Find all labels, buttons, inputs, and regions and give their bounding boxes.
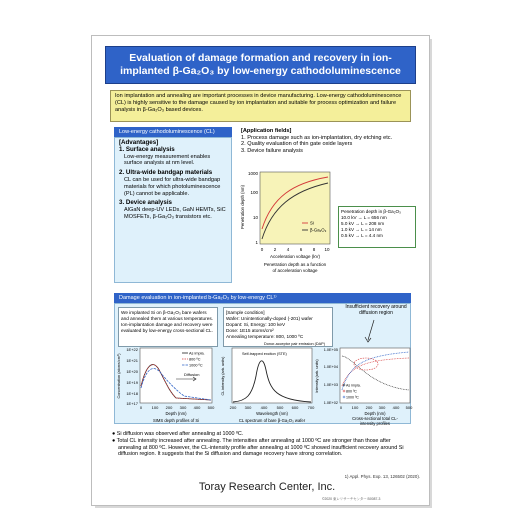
section-header-damage: Damage evaluation in ion-implanted b-Ga₂O₃ by low-energy CL¹⁾ bbox=[114, 293, 411, 303]
spectrum-ylabel: CL intensity (arb. units) bbox=[221, 356, 225, 396]
reference: 1) Appl. Phys. Exp. 13, 126502 (2020). bbox=[344, 474, 420, 479]
advantage-title: 3. Device analysis bbox=[119, 199, 172, 207]
spectrum-dap-label: Donor-acceptor pair emission (DAP) bbox=[264, 342, 325, 346]
insufficient-recovery-note: Insufficient recovery around diffusion region bbox=[345, 304, 407, 316]
profile-xtick: 400 bbox=[392, 405, 400, 410]
applications-heading: [Application fields] bbox=[241, 128, 292, 134]
penbox-row: 5.0 kV → L = 208 nm bbox=[341, 221, 385, 226]
spectrum-ste-label: Self-trapped exciton (STE) bbox=[242, 352, 287, 356]
sims-ytick: 1E+21 bbox=[126, 358, 138, 363]
profile-ytick: 1.0E+02 bbox=[323, 401, 338, 405]
pen-ytick: 100 bbox=[250, 190, 258, 195]
sims-xtick: 400 bbox=[193, 405, 201, 410]
pen-caption: Penetration depth as a function bbox=[263, 262, 327, 267]
spectrum-plot-area bbox=[232, 348, 312, 403]
conclusion-bullets bbox=[110, 431, 415, 458]
pen-xtick: 0 bbox=[260, 247, 264, 252]
spectrum-xlabel: Wavelength (nm) bbox=[256, 411, 288, 416]
note-arrow bbox=[354, 318, 384, 348]
profile-xlabel: Depth (nm) bbox=[364, 411, 386, 416]
penbox-row: 10.0 kV → L = 656 nm bbox=[341, 215, 387, 220]
profile-legend: 1000 ºC bbox=[346, 395, 359, 400]
pen-xtick: 6 bbox=[299, 247, 303, 252]
profile-xtick: 0 bbox=[339, 405, 343, 410]
pen-legend-si: Si bbox=[310, 220, 314, 226]
advantages-heading: [Advantages] bbox=[119, 139, 159, 146]
spectrum-xtick: 300 bbox=[244, 405, 252, 410]
sims-xtick: 300 bbox=[179, 405, 187, 410]
pen-ylabel: Penetration depth (nm) bbox=[240, 185, 245, 229]
sims-ytick: 1E+19 bbox=[126, 380, 138, 385]
sims-caption: SIMS depth profiles of Si bbox=[152, 418, 200, 423]
sims-xtick: 200 bbox=[165, 405, 173, 410]
spectrum-caption: CL spectrum of bare β-Ga₂O₃ wafer bbox=[238, 418, 306, 423]
profile-legend: As impla. bbox=[346, 383, 361, 388]
profile-ytick: 1.0E+04 bbox=[323, 365, 338, 369]
advantage-text: AlGaN deep-UV LEDs, GaN HEMTs, SiC MOSFETs, β-Ga₂O₃ transistors etc. bbox=[124, 207, 226, 220]
bullet-text: Total CL intensity increased after annealing. The intensities after annealing at 1000 ºC are stronger than those after annealing at 800 ºC. However, the CL-intensity profile after annealing at 1000 ºC showed insufficient recovery around Si diffusion region. It suggests that the Si diffusion and damage recovery have strong correlation. bbox=[116, 437, 404, 458]
sample-row: Wafer: Unintentionally-doped (-201) wafer bbox=[226, 316, 313, 321]
profile-ytick: 1.0E+03 bbox=[323, 383, 338, 387]
advantages-panel bbox=[114, 137, 232, 283]
profile-xtick: 200 bbox=[365, 405, 373, 410]
footer-code: ©2020 東レリサーチセンター B0087-3 bbox=[322, 497, 381, 501]
advantage-text: CL can be used for ultra-wide bandgap materials for which photoluminescence (PL) cannot be applicable. bbox=[124, 176, 221, 197]
sims-ylabel: Concentration (atoms/cm³) bbox=[117, 353, 121, 399]
pen-xtick: 10 bbox=[324, 247, 330, 252]
sample-row: Dopant: Si, Energy: 100 keV bbox=[226, 322, 286, 327]
pen-xtick: 4 bbox=[286, 247, 290, 252]
pen-ytick: 1 bbox=[255, 240, 258, 245]
sample-condition bbox=[223, 307, 333, 347]
spectrum-xtick: 400 bbox=[260, 405, 268, 410]
pen-plot-area bbox=[260, 172, 330, 244]
advantage-title: 1. Surface analysis bbox=[119, 145, 175, 153]
sims-legend: As impla. bbox=[189, 351, 205, 356]
penbox-row: 1.0 kV → L = 14 nm bbox=[341, 227, 382, 232]
spectrum-chart bbox=[216, 342, 325, 424]
sims-ytick: 1E+18 bbox=[126, 391, 138, 396]
sample-heading: [Sample condition] bbox=[226, 310, 265, 315]
advantage-text: Low-energy measurement enables surface analysis at nm level. bbox=[124, 153, 211, 167]
profile-chart bbox=[314, 346, 414, 426]
sims-ytick: 1E+17 bbox=[126, 401, 138, 406]
sims-legend: 800 ºC bbox=[189, 357, 201, 362]
section-header-cl: Low-energy cathodoluminescence (CL) bbox=[114, 127, 232, 137]
profile-xtick: 500 bbox=[405, 405, 413, 410]
sims-ytick: 1E+22 bbox=[126, 347, 138, 352]
pen-xlabel: Acceleration voltage (kV) bbox=[269, 254, 321, 259]
pen-xtick: 8 bbox=[312, 247, 316, 252]
application-fields bbox=[241, 128, 417, 167]
bullet-item: ● Total CL intensity increased after annealing. The intensities after annealing at 1000 ºC are stronger than those after annealing at 800 ºC. However, the CL-intensity profile after annealing at 1000 ºC showed insufficient recovery around Si diffusion region. It suggests that the Si diffusion and damage recovery have strong correlation. bbox=[112, 437, 404, 458]
profile-caption: intensity profiles bbox=[359, 421, 391, 426]
pen-ytick: 1000 bbox=[247, 171, 258, 176]
sims-chart bbox=[116, 346, 216, 424]
sims-xtick: 0 bbox=[139, 405, 143, 410]
profile-caption: Cross-sectional total CL- bbox=[352, 416, 398, 421]
sample-row: Annealing temperature: 800, 1000 ºC bbox=[226, 334, 304, 339]
application-item: 2. Quality evaluation of thin gate oxide layers bbox=[241, 141, 353, 148]
spectrum-xtick: 200 bbox=[229, 405, 237, 410]
profile-xtick: 100 bbox=[351, 405, 359, 410]
sims-diffusion-label: Diffusion bbox=[184, 372, 200, 377]
profile-legend: 800 ºC bbox=[346, 389, 357, 394]
pen-xtick: 2 bbox=[273, 247, 277, 252]
sims-plot-area bbox=[140, 348, 212, 403]
spectrum-xtick: 600 bbox=[291, 405, 299, 410]
pen-legend-ga: β-Ga₂O₃ bbox=[310, 227, 327, 233]
application-item: 3. Device failure analysis bbox=[241, 147, 303, 154]
pen-caption: of acceleration voltage bbox=[272, 268, 318, 273]
spectrum-xtick: 700 bbox=[307, 405, 315, 410]
poster-sheet bbox=[91, 35, 430, 506]
profile-xtick: 300 bbox=[378, 405, 386, 410]
application-item: 1. Process damage such as ion-implantation, dry etching etc. bbox=[241, 134, 393, 141]
sims-legend: 1000 ºC bbox=[189, 363, 203, 368]
penetration-chart bbox=[238, 167, 338, 289]
pen-ytick: 10 bbox=[252, 215, 258, 220]
profile-ylabel: Intensity (arb. units) bbox=[315, 359, 319, 393]
sims-ytick: 1E+20 bbox=[126, 369, 138, 374]
advantage-title: 2. Ultra-wide bandgap materials bbox=[119, 169, 213, 177]
profile-ytick: 1.0E+05 bbox=[323, 348, 338, 352]
experiment-text: We implanted Si on β-Ga₂O₃ bare wafers and annealed them at various temperatures. Ion-implantation damage and recovery were evaluated by low-energy cross-sectional CL. bbox=[118, 307, 218, 347]
penetration-depth-box bbox=[338, 206, 416, 248]
poster-title bbox=[105, 46, 416, 84]
spectrum-xtick: 500 bbox=[276, 405, 284, 410]
company-name: Toray Research Center, Inc. bbox=[198, 481, 336, 493]
sims-xlabel: Depth (nm) bbox=[165, 411, 187, 416]
sims-xtick: 500 bbox=[207, 405, 215, 410]
sims-xtick: 100 bbox=[151, 405, 159, 410]
penbox-row: 0.5 kV → L = 4.4 nm bbox=[341, 233, 383, 238]
penbox-title: Penetration depth in β-Ga₂O₃ bbox=[341, 209, 401, 214]
poster-title-line1: Evaluation of damage formation and recovery in ion- bbox=[129, 52, 392, 64]
bullet-text: Si diffusion was observed after annealing at 1000 ºC. bbox=[116, 431, 244, 437]
poster-title-line2: implanted β-Ga₂O₃ by low-energy cathodoluminescence bbox=[120, 64, 401, 77]
sample-row: Dose: 1E15 atoms/cm² bbox=[226, 328, 274, 333]
intro-box: Ion implantation and annealing are important processes in device manufacturing. Low-energy cathodoluminescence (CL) is highly sensitive to the damage caused by ion implantation and suitable for process optimization and failure analysis in β-Ga₂O₃ based devices. bbox=[110, 90, 411, 122]
bullet-item: ● Si diffusion was observed after annealing at 1000 ºC. bbox=[112, 431, 244, 437]
